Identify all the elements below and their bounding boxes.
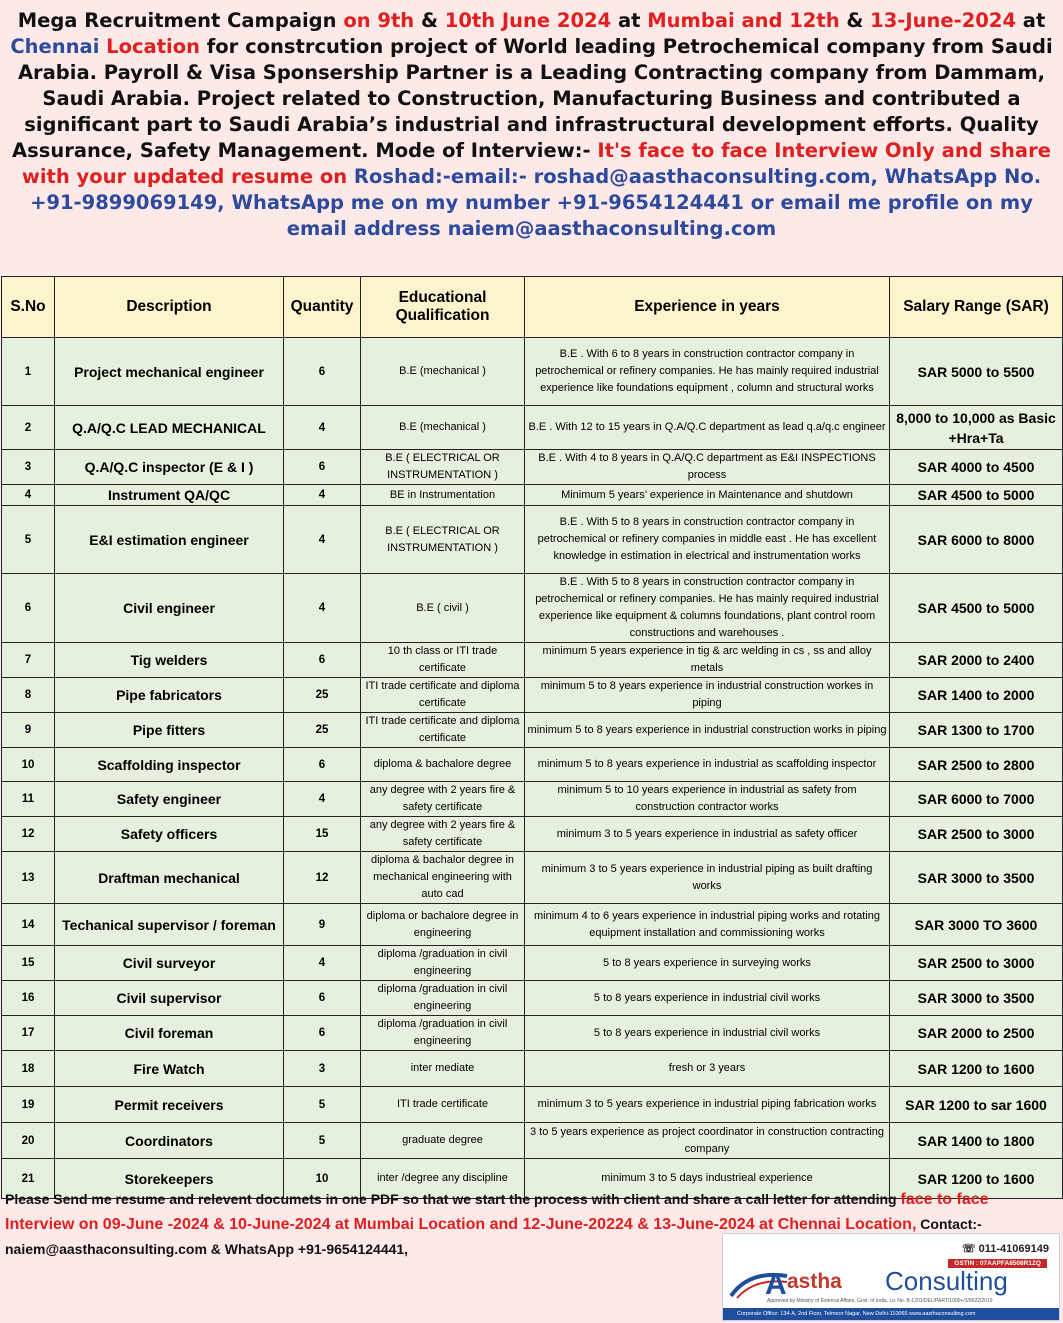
- row-description: Scaffolding inspector: [55, 748, 284, 782]
- row-description: Draftman mechanical: [55, 852, 284, 904]
- table-row: [2, 406, 1063, 450]
- table-row: [2, 713, 1063, 748]
- row-education: 10 th class or ITI trade certificate: [361, 643, 525, 678]
- footer-contact: Contact:- naiem@aasthaconsulting.com & WhatsApp +91-9654124441,: [5, 1216, 982, 1257]
- announcement-location-word: Location: [99, 35, 201, 58]
- row-quantity: 6: [284, 981, 361, 1016]
- row-experience: 3 to 5 years experience as project coordinator in construction contracting company: [525, 1123, 890, 1159]
- row-experience: minimum 3 to 5 years experience in industrial as safety officer: [525, 817, 890, 852]
- table-row: [2, 817, 1063, 852]
- row-quantity: 25: [284, 678, 361, 713]
- announcement-date-3: 13-June-2024: [870, 9, 1017, 32]
- vacancy-table: [1, 276, 1063, 1199]
- row-education: B.E (mechanical ): [361, 406, 525, 450]
- row-quantity: 5: [284, 1087, 361, 1123]
- row-experience: 5 to 8 years experience in industrial civil works: [525, 981, 890, 1016]
- logo-brand-name: astha: [787, 1270, 842, 1293]
- table-row: [2, 852, 1063, 904]
- row-quantity: 4: [284, 782, 361, 817]
- header-description: Description: [55, 277, 284, 338]
- row-sno: 8: [2, 678, 55, 713]
- row-education: diploma /graduation in civil engineering: [361, 981, 525, 1016]
- row-description: Safety engineer: [55, 782, 284, 817]
- row-quantity: 25: [284, 713, 361, 748]
- row-sno: 19: [2, 1087, 55, 1123]
- table-row: [2, 485, 1063, 506]
- table-row: [2, 1123, 1063, 1159]
- row-salary: SAR 1200 to 1600: [890, 1051, 1063, 1087]
- table-row: [2, 1016, 1063, 1051]
- announcement-amp-2: &: [839, 9, 871, 32]
- row-description: Permit receivers: [55, 1087, 284, 1123]
- table-row: [2, 1087, 1063, 1123]
- row-experience: B.E . With 6 to 8 years in construction contractor company in petrochemical or refinery companies. He has mainly required industrial experience like foundations equipment , column and structural works: [525, 338, 890, 406]
- row-salary: SAR 2000 to 2400: [890, 643, 1063, 678]
- row-experience: minimum 5 to 8 years experience in industrial as scaffolding inspector: [525, 748, 890, 782]
- row-salary: SAR 4500 to 5000: [890, 574, 1063, 643]
- row-salary: SAR 3000 to 3500: [890, 981, 1063, 1016]
- row-experience: B.E . With 4 to 8 years in Q.A/Q.C department as E&I INSPECTIONS process: [525, 450, 890, 485]
- row-education: diploma & bachalor degree in mechanical engineering with auto cad: [361, 852, 525, 904]
- row-salary: SAR 1400 to 2000: [890, 678, 1063, 713]
- row-education: B.E ( ELECTRICAL OR INSTRUMENTATION ): [361, 506, 525, 574]
- logo-tagline: Approved by Ministry of External Affairs, Govt. of India, Lic No. B-1201/DEL/PART/1000+/3/9622/2019: [767, 1298, 993, 1304]
- row-description: Civil engineer: [55, 574, 284, 643]
- row-sno: 5: [2, 506, 55, 574]
- row-quantity: 6: [284, 748, 361, 782]
- table-row: [2, 782, 1063, 817]
- row-salary: 8,000 to 10,000 as Basic +Hra+Ta: [890, 406, 1063, 450]
- footer-intro: Please Send me resume and relevent documets in one PDF so that we start the process with client and share a call letter for attending: [5, 1191, 901, 1207]
- row-description: Civil supervisor: [55, 981, 284, 1016]
- row-quantity: 4: [284, 506, 361, 574]
- row-description: Q.A/Q.C LEAD MECHANICAL: [55, 406, 284, 450]
- contact-details: Roshad:-email:- roshad@aasthaconsulting.com, WhatsApp No. +91-9899069149, WhatsApp me on my number +91-9654124441 or email me profile on my email address naiem@aasthaconsulting.com: [30, 165, 1042, 240]
- row-salary: SAR 5000 to 5500: [890, 338, 1063, 406]
- row-quantity: 4: [284, 946, 361, 981]
- row-sno: 11: [2, 782, 55, 817]
- row-salary: SAR 3000 TO 3600: [890, 904, 1063, 946]
- row-education: ITI trade certificate and diploma certificate: [361, 678, 525, 713]
- row-experience: fresh or 3 years: [525, 1051, 890, 1087]
- row-education: B.E ( civil ): [361, 574, 525, 643]
- row-quantity: 4: [284, 574, 361, 643]
- row-education: B.E (mechanical ): [361, 338, 525, 406]
- row-education: inter mediate: [361, 1051, 525, 1087]
- row-description: Coordinators: [55, 1123, 284, 1159]
- row-salary: SAR 4000 to 4500: [890, 450, 1063, 485]
- interview-mode-note: It's face to face Interview Only and share with your updated resume on: [21, 139, 1051, 188]
- header-sno: S.No: [2, 277, 55, 338]
- row-quantity: 6: [284, 450, 361, 485]
- announcement-at-1: at: [611, 9, 648, 32]
- row-sno: 6: [2, 574, 55, 643]
- row-education: B.E ( ELECTRICAL OR INSTRUMENTATION ): [361, 450, 525, 485]
- table-row: [2, 946, 1063, 981]
- logo-address-bar: Corporate Office: 134-A, 2nd Floor, Telmoor Nagar, New Delhi-110065 www.aasthaconsulting.com: [723, 1308, 1059, 1320]
- announcement-date-2: 10th June 2024: [444, 9, 612, 32]
- row-experience: minimum 4 to 6 years experience in industrial piping works and rotating equipment installation and commissioning works: [525, 904, 890, 946]
- row-sno: 17: [2, 1016, 55, 1051]
- header-education: Educational Qualification: [361, 277, 525, 338]
- row-quantity: 4: [284, 406, 361, 450]
- row-education: diploma /graduation in civil engineering: [361, 946, 525, 981]
- table-row: [2, 338, 1063, 406]
- row-sno: 15: [2, 946, 55, 981]
- logo-brand-initial: A: [765, 1268, 787, 1301]
- header-salary: Salary Range (SAR): [890, 277, 1063, 338]
- row-quantity: 15: [284, 817, 361, 852]
- row-sno: 7: [2, 643, 55, 678]
- row-salary: SAR 6000 to 7000: [890, 782, 1063, 817]
- row-education: graduate degree: [361, 1123, 525, 1159]
- row-salary: SAR 1200 to 1600: [890, 1159, 1063, 1199]
- row-salary: SAR 2500 to 3000: [890, 946, 1063, 981]
- table-row: [2, 506, 1063, 574]
- table-row: [2, 643, 1063, 678]
- row-education: any degree with 2 years fire & safety certificate: [361, 817, 525, 852]
- row-description: Fire Watch: [55, 1051, 284, 1087]
- row-salary: SAR 1300 to 1700: [890, 713, 1063, 748]
- row-salary: SAR 2000 to 2500: [890, 1016, 1063, 1051]
- row-education: diploma /graduation in civil engineering: [361, 1016, 525, 1051]
- row-sno: 4: [2, 485, 55, 506]
- row-description: Storekeepers: [55, 1159, 284, 1199]
- announcement-body: for constrcution project of World leading Petrochemical company from Saudi Arabia. Payroll & Visa Sponsership Partner is a Leading Contracting company from Dammam, Saudi Arabia. Project related to Construction, Manufacturing Business and contributed a significant part to Saudi Arabia’s industrial and infrastructural development efforts. Quality Assurance, Safety Management. Mode of Interview:-: [12, 35, 1053, 162]
- row-description: Instrument QA/QC: [55, 485, 284, 506]
- row-experience: minimum 3 to 5 years experience in industrial piping as built drafting works: [525, 852, 890, 904]
- table-row: [2, 678, 1063, 713]
- row-description: Civil surveyor: [55, 946, 284, 981]
- row-sno: 14: [2, 904, 55, 946]
- row-experience: minimum 3 to 5 days industrieal experience: [525, 1159, 890, 1199]
- logo-gstin: GSTIN : 07AAPFA8508R1ZQ: [948, 1259, 1047, 1268]
- row-description: Techanical supervisor / foreman: [55, 904, 284, 946]
- row-experience: Minimum 5 years’ experience in Maintenance and shutdown: [525, 485, 890, 506]
- row-experience: 5 to 8 years experience in surveying works: [525, 946, 890, 981]
- row-sno: 21: [2, 1159, 55, 1199]
- row-experience: B.E . With 12 to 15 years in Q.A/Q.C department as lead q.a/q.c engineer: [525, 406, 890, 450]
- announcement-location-mumbai: Mumbai and 12th: [647, 9, 840, 32]
- row-sno: 10: [2, 748, 55, 782]
- row-experience: 5 to 8 years experience in industrial civil works: [525, 1016, 890, 1051]
- row-education: ITI trade certificate and diploma certificate: [361, 713, 525, 748]
- row-quantity: 5: [284, 1123, 361, 1159]
- row-description: Tig welders: [55, 643, 284, 678]
- row-salary: SAR 1400 to 1800: [890, 1123, 1063, 1159]
- row-description: Pipe fitters: [55, 713, 284, 748]
- row-education: ITI trade certificate: [361, 1087, 525, 1123]
- footer-interview-dates: face to face Interview on 09-June -2024 & 10-June-2024 at Mumbai Location and 12-June-20224 & 13-June-2024 at Chennai Location,: [5, 1191, 989, 1233]
- row-salary: SAR 6000 to 8000: [890, 506, 1063, 574]
- row-education: diploma & bachalore degree: [361, 748, 525, 782]
- row-salary: SAR 4500 to 5000: [890, 485, 1063, 506]
- row-description: Project mechanical engineer: [55, 338, 284, 406]
- row-experience: minimum 5 years experience in tig & arc welding in cs , ss and alloy metals: [525, 643, 890, 678]
- row-experience: B.E . With 5 to 8 years in construction contractor company in petrochemical or refinery companies. He has mainly required industrial experience like equipment & columns foundations, plant control room constructions and warehouses .: [525, 574, 890, 643]
- row-salary: SAR 2500 to 2800: [890, 748, 1063, 782]
- row-sno: 9: [2, 713, 55, 748]
- campaign-announcement: [0, 0, 1063, 276]
- row-quantity: 9: [284, 904, 361, 946]
- row-sno: 13: [2, 852, 55, 904]
- row-experience: minimum 5 to 10 years experience in industrial as safety from construction contractor works: [525, 782, 890, 817]
- row-experience: minimum 3 to 5 years experience in industrial piping fabrication works: [525, 1087, 890, 1123]
- row-description: Safety officers: [55, 817, 284, 852]
- row-sno: 20: [2, 1123, 55, 1159]
- row-description: Q.A/Q.C inspector (E & I ): [55, 450, 284, 485]
- table-row: [2, 450, 1063, 485]
- row-sno: 12: [2, 817, 55, 852]
- row-experience: minimum 5 to 8 years experience in industrial construction works in piping: [525, 713, 890, 748]
- table-row: [2, 1051, 1063, 1087]
- row-education: inter /degree any discipline: [361, 1159, 525, 1199]
- row-experience: B.E . With 5 to 8 years in construction contractor company in petrochemical or refinery companies in middle east . He has excellent knowledge in estimation in electrical and instrumentation works: [525, 506, 890, 574]
- row-quantity: 10: [284, 1159, 361, 1199]
- row-quantity: 12: [284, 852, 361, 904]
- row-description: E&I estimation engineer: [55, 506, 284, 574]
- row-quantity: 4: [284, 485, 361, 506]
- logo-brand-consulting: Consulting: [885, 1266, 1008, 1296]
- row-education: diploma or bachalore degree in engineering: [361, 904, 525, 946]
- announcement-at-2: at: [1016, 9, 1046, 32]
- astha-consulting-logo: [722, 1233, 1060, 1321]
- table-row: [2, 981, 1063, 1016]
- table-row: [2, 574, 1063, 643]
- announcement-amp-1: &: [414, 9, 445, 32]
- row-description: Civil foreman: [55, 1016, 284, 1051]
- table-row: [2, 748, 1063, 782]
- row-sno: 3: [2, 450, 55, 485]
- row-description: Pipe fabricators: [55, 678, 284, 713]
- announcement-intro: Mega Recruitment Campaign: [17, 9, 344, 32]
- row-quantity: 6: [284, 643, 361, 678]
- logo-phone: ☏ 011-41069149: [961, 1243, 1049, 1255]
- row-sno: 2: [2, 406, 55, 450]
- row-salary: SAR 1200 to sar 1600: [890, 1087, 1063, 1123]
- row-sno: 16: [2, 981, 55, 1016]
- announcement-date-1: on 9th: [343, 9, 415, 32]
- table-header-row: [2, 277, 1063, 338]
- row-quantity: 6: [284, 338, 361, 406]
- header-quantity: Quantity: [284, 277, 361, 338]
- row-education: BE in Instrumentation: [361, 485, 525, 506]
- row-sno: 1: [2, 338, 55, 406]
- row-quantity: 6: [284, 1016, 361, 1051]
- row-salary: SAR 2500 to 3000: [890, 817, 1063, 852]
- row-quantity: 3: [284, 1051, 361, 1087]
- row-experience: minimum 5 to 8 years experience in industrial construction workes in piping: [525, 678, 890, 713]
- row-salary: SAR 3000 to 3500: [890, 852, 1063, 904]
- row-sno: 18: [2, 1051, 55, 1087]
- row-education: any degree with 2 years fire & safety certificate: [361, 782, 525, 817]
- announcement-location-chennai: Chennai: [10, 35, 100, 58]
- header-experience: Experience in years: [525, 277, 890, 338]
- table-row: [2, 904, 1063, 946]
